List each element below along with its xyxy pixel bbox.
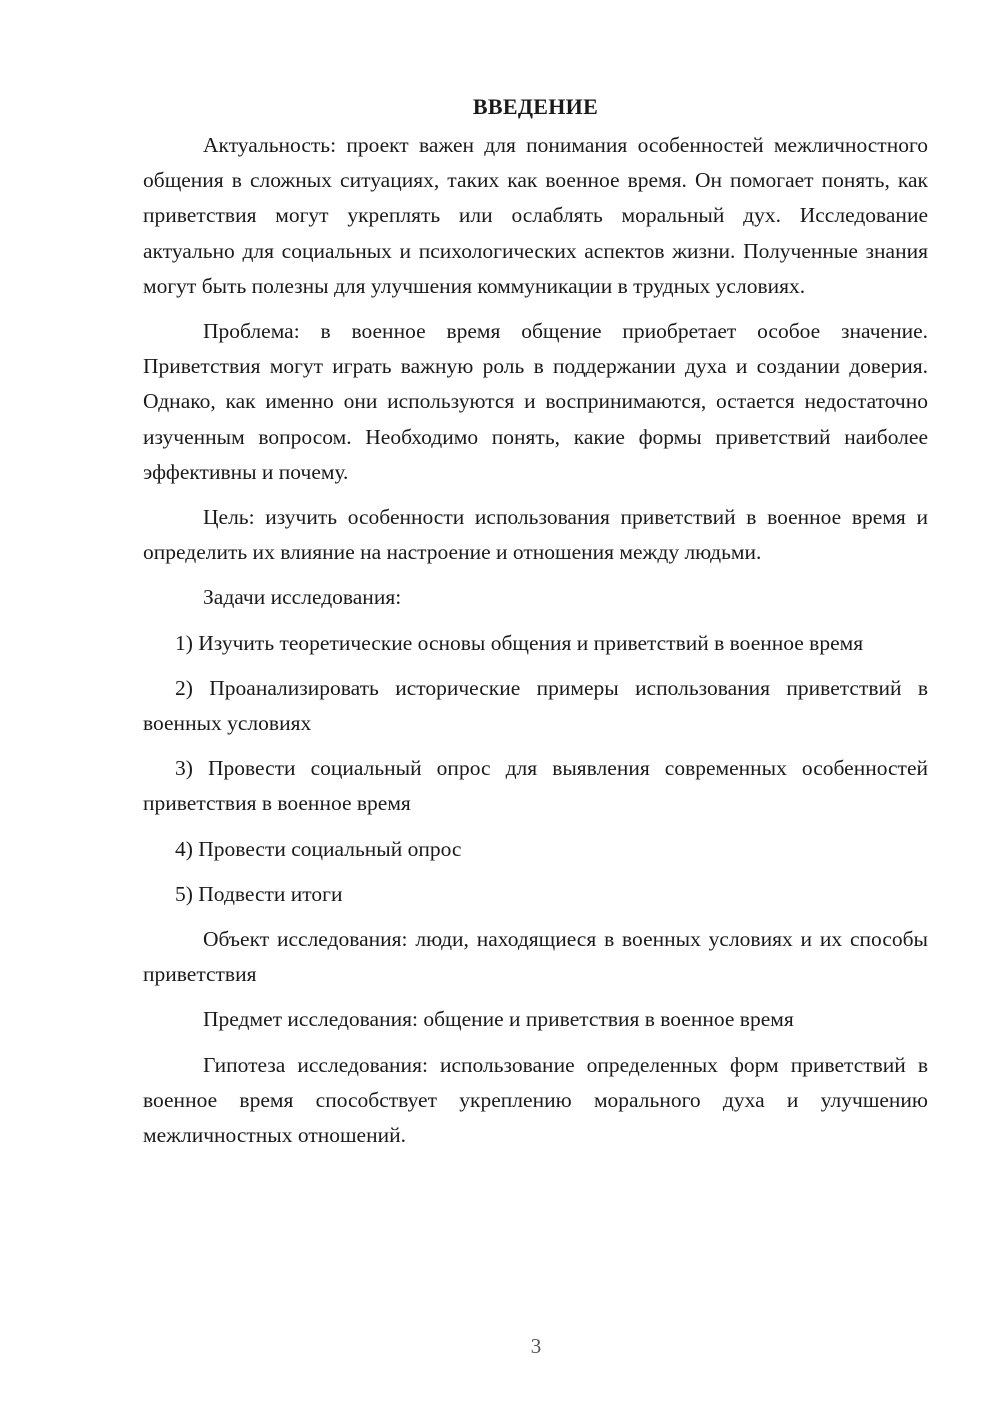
tasks-heading: Задачи исследования: bbox=[203, 585, 402, 610]
paragraph-problem: Проблема: в военное время общение приобретает особое значение. Приветствия могут играть важную роль в поддержании духа и создании доверия. Однако, как именно они используются и воспринимаются, остается недостаточно изученным вопросом. Необходимо понять, какие формы приветствий наиболее эффективны и почему. bbox=[143, 319, 928, 484]
paragraph-relevance: Актуальность: проект важен для понимания особенностей межличностного общения в сложных ситуациях, таких как военное время. Он помогает понять, как приветствия могут укреплять или ослаблять моральный дух. Исследование актуально для социальных и психологических аспектов жизни. Полученные знания могут быть полезны для улучшения коммуникации в трудных условиях. bbox=[143, 133, 928, 298]
task-item-5: 5) Подвести итоги bbox=[175, 881, 343, 906]
paragraph-object: Объект исследования: люди, находящиеся в военных условиях и их способы приветствия bbox=[143, 927, 928, 987]
task-item-2: 2) Проанализировать исторические примеры использования приветствий в военных условиях bbox=[143, 675, 928, 736]
task-item-4: 4) Провести социальный опрос bbox=[175, 836, 462, 861]
paragraph-subject: Предмет исследования: общение и приветствия в военное время bbox=[203, 1007, 794, 1032]
document-page bbox=[143, 92, 928, 1163]
page-number: 3 bbox=[530, 1334, 542, 1358]
page-title: ВВЕДЕНИЕ bbox=[472, 94, 599, 119]
paragraph-goal: Цель: изучить особенности использования приветствий в военное время и определить их влияние на настроение и отношения между людьми. bbox=[143, 505, 928, 565]
task-item-3: 3) Провести социальный опрос для выявления современных особенностей приветствия в военное время bbox=[143, 756, 928, 816]
task-item-1: 1) Изучить теоретические основы общения и приветствий в военное время bbox=[175, 630, 864, 655]
paragraph-hypothesis: Гипотеза исследования: использование определенных форм приветствий в военное время способствует укреплению морального духа и улучшению межличностных отношений. bbox=[143, 1052, 928, 1148]
